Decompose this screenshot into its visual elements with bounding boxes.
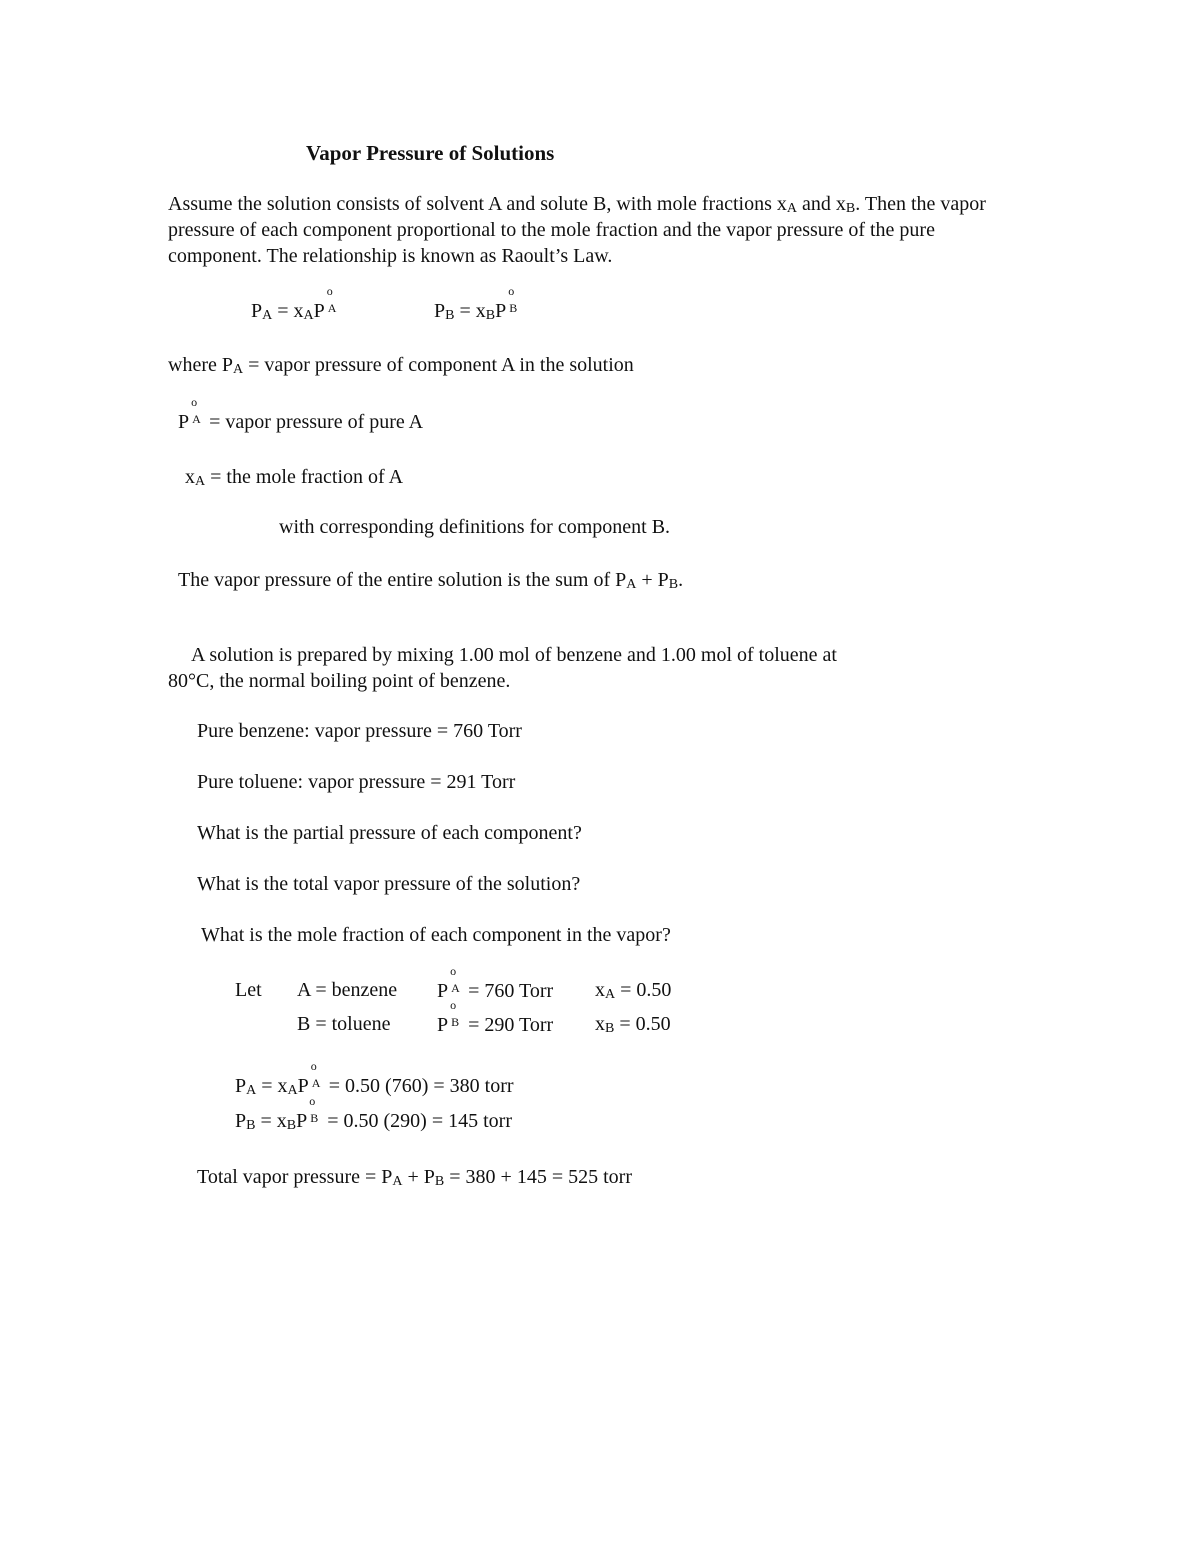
subscript: B — [845, 201, 856, 216]
given-benzene: Pure benzene: vapor pressure = 760 Torr — [197, 720, 522, 742]
intro-line-2: pressure of each component proportional to the mole fraction and the vapor pressure of the pure — [168, 219, 935, 241]
symbol: x — [185, 466, 195, 488]
symbol: P — [437, 980, 449, 1002]
symbol: = x — [454, 300, 486, 322]
subscript: A — [786, 201, 797, 216]
let-label: Let — [235, 979, 262, 1001]
definition-component-b: with corresponding definitions for component B. — [279, 516, 671, 538]
definition-pa — [168, 352, 634, 381]
intro-text: Assume the solution consists of solvent A and solute B, with mole fractions x — [168, 193, 787, 215]
intro-line-1 — [168, 191, 986, 220]
sentence-text: . — [678, 569, 684, 591]
value-text: Total vapor pressure = P — [197, 1166, 393, 1188]
pure-marker — [448, 964, 463, 997]
subscript: A — [327, 301, 337, 315]
symbol: P — [495, 300, 507, 322]
subscript: B — [286, 1118, 297, 1133]
subscript: B — [668, 577, 679, 592]
symbol: P — [251, 300, 263, 322]
symbol: = x — [256, 1075, 288, 1097]
subscript: B — [485, 308, 496, 323]
subscript: B — [445, 308, 455, 323]
symbol: x — [595, 979, 605, 1001]
degree-mark: o — [191, 395, 198, 409]
given-toluene: Pure toluene: vapor pressure = 291 Torr — [197, 771, 516, 793]
subscript: A — [392, 1174, 403, 1189]
degree-mark: o — [309, 1094, 316, 1108]
definition-xa — [185, 464, 403, 493]
degree-mark: o — [450, 998, 457, 1012]
value-text: = 760 Torr — [463, 980, 554, 1002]
symbol: = x — [255, 1110, 287, 1132]
definition-text: = vapor pressure of component A in the solution — [243, 354, 634, 376]
value-text: = 0.50 — [615, 979, 672, 1001]
calculation-pa — [235, 1059, 514, 1102]
symbol: P — [434, 300, 446, 322]
subscript: A — [246, 1083, 257, 1098]
intro-line-3: component. The relationship is known as Raoult’s Law. — [168, 245, 613, 267]
total-pressure-sentence — [178, 567, 683, 596]
symbol: P — [178, 411, 190, 433]
subscript: B — [246, 1118, 256, 1133]
subscript: A — [232, 362, 244, 377]
symbol: P — [313, 300, 325, 322]
subscript: B — [310, 1111, 319, 1125]
value-text: = 0.50 (290) = 145 torr — [322, 1110, 512, 1132]
symbol: P — [235, 1075, 247, 1097]
mole-fraction-a — [595, 977, 671, 1006]
definition-pure-pa — [178, 395, 424, 435]
subscript: A — [287, 1083, 298, 1098]
definition-text: = the mole fraction of A — [205, 466, 404, 488]
question-2: What is the total vapor pressure of the solution? — [197, 873, 581, 895]
symbol: P — [437, 1014, 449, 1036]
value-text: = 0.50 — [614, 1013, 671, 1035]
value-text: = 380 + 145 = 525 torr — [444, 1166, 632, 1188]
value-text: + P — [402, 1166, 435, 1188]
symbol: P — [297, 1075, 309, 1097]
subscript: A — [262, 308, 273, 323]
problem-line-1: A solution is prepared by mixing 1.00 mol of benzene and 1.00 mol of toluene at — [191, 644, 837, 666]
sentence-text: The vapor pressure of the entire solution is the sum of P — [178, 569, 627, 591]
definition-b-toluene: B = toluene — [297, 1013, 391, 1035]
question-3: What is the mole fraction of each component in the vapor? — [201, 924, 671, 946]
symbol: P — [235, 1110, 247, 1132]
pure-marker — [189, 395, 204, 428]
subscript: B — [605, 1021, 615, 1036]
symbol: x — [595, 1013, 605, 1035]
calculation-pb — [235, 1094, 512, 1137]
mole-fraction-b — [595, 1011, 671, 1040]
definition-text: where P — [168, 354, 233, 376]
intro-text: . Then the vapor — [855, 193, 986, 215]
symbol: = x — [272, 300, 304, 322]
subscript: A — [311, 1076, 321, 1090]
subscript: B — [509, 301, 518, 315]
subscript: A — [303, 308, 314, 323]
subscript: A — [605, 987, 616, 1002]
definition-text: = vapor pressure of pure A — [204, 411, 424, 433]
degree-mark: o — [326, 284, 333, 298]
definition-a-benzene: A = benzene — [297, 979, 398, 1001]
page-title: Vapor Pressure of Solutions — [306, 141, 555, 165]
raoult-equation-b — [434, 284, 521, 327]
question-1: What is the partial pressure of each component? — [197, 822, 582, 844]
subscript: B — [434, 1174, 445, 1189]
pure-marker — [307, 1094, 322, 1127]
subscript: A — [195, 474, 206, 489]
degree-mark: o — [508, 284, 515, 298]
subscript: A — [626, 577, 637, 592]
problem-line-2: 80°C, the normal boiling point of benzene. — [168, 670, 511, 692]
intro-text: and x — [796, 193, 846, 215]
value-text: = 0.50 (760) = 380 torr — [323, 1075, 514, 1097]
degree-mark: o — [310, 1059, 317, 1073]
degree-mark: o — [450, 964, 457, 978]
subscript: B — [451, 1015, 460, 1029]
pure-pressure-b — [437, 998, 554, 1038]
symbol: P — [296, 1110, 308, 1132]
total-vapor-pressure — [197, 1164, 632, 1193]
raoult-equation-a — [251, 284, 340, 327]
sentence-text: + P — [636, 569, 669, 591]
pure-marker — [309, 1059, 324, 1092]
pure-marker — [325, 284, 340, 317]
subscript: A — [192, 412, 201, 426]
pure-marker — [448, 998, 463, 1031]
subscript: A — [451, 981, 460, 995]
pure-marker — [506, 284, 521, 317]
value-text: = 290 Torr — [463, 1014, 554, 1036]
